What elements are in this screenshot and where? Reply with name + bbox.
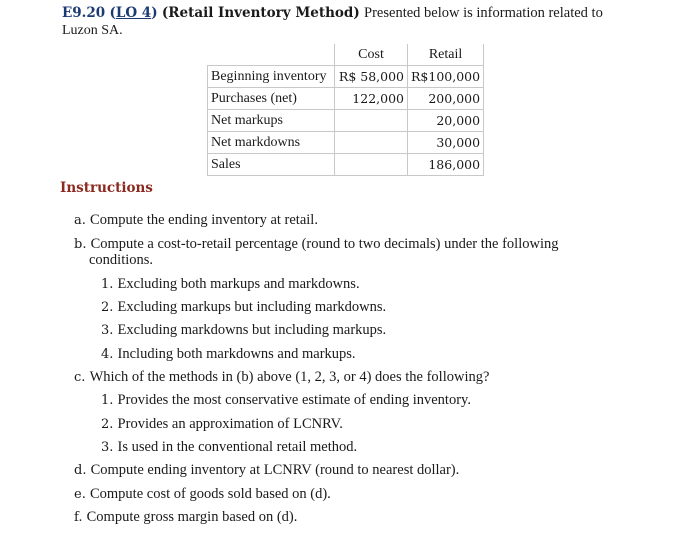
row-label: Sales <box>208 154 335 176</box>
instruction-c-2 <box>101 416 343 433</box>
exercise-intro: Presented below is information related to <box>364 5 603 21</box>
exercise-topic: (Retail Inventory Method) <box>161 5 360 21</box>
instruction-text: Provides an approximation of LCNRV. <box>117 416 343 432</box>
instruction-a <box>74 212 318 229</box>
row-label: Beginning inventory <box>208 66 335 88</box>
instruction-marker: f. <box>74 510 83 525</box>
instruction-c <box>74 369 489 386</box>
instruction-marker: a. <box>74 213 86 228</box>
instruction-text: Compute the ending inventory at retail. <box>90 212 318 228</box>
table-row <box>208 154 484 176</box>
cost-value <box>335 110 408 132</box>
instruction-e <box>74 486 331 503</box>
exercise-code: E9.20 <box>62 5 106 21</box>
instruction-marker: 1. <box>101 277 114 292</box>
instruction-text: Including both markdowns and markups. <box>117 346 356 362</box>
instruction-marker: 2. <box>101 300 114 315</box>
instruction-marker: 1. <box>101 393 114 408</box>
exercise-header: E9.20 (LO 4) (Retail Inventory Method) Presented below is information related to Luzon SA. <box>62 5 662 39</box>
instruction-text: Excluding both markups and markdowns. <box>117 276 360 292</box>
instruction-text: Which of the methods in (b) above (1, 2, 3, or 4) does the following? <box>89 369 490 385</box>
instruction-text: Compute a cost-to-retail percentage (round to two decimals) under the following <box>90 236 559 252</box>
instruction-b <box>74 236 559 253</box>
cost-value: 122,000 <box>335 88 408 110</box>
column-header-cost: Cost <box>335 44 408 66</box>
instruction-marker: d. <box>74 463 87 478</box>
instruction-b-3 <box>101 322 386 339</box>
row-label: Purchases (net) <box>208 88 335 110</box>
instruction-c-1 <box>101 392 471 409</box>
cost-value <box>335 132 408 154</box>
instructions-heading: Instructions <box>60 180 153 196</box>
instruction-marker: 2. <box>101 417 114 432</box>
instruction-b-4 <box>101 346 356 363</box>
table-header-row <box>208 44 484 66</box>
instruction-text: Excluding markdowns but including markups. <box>117 322 387 338</box>
learning-objective-link[interactable]: LO 4 <box>115 5 152 21</box>
table-row <box>208 132 484 154</box>
table-row <box>208 110 484 132</box>
instruction-text: Compute cost of goods sold based on (d). <box>89 486 331 502</box>
inventory-data-table <box>207 44 484 176</box>
instruction-marker: 3. <box>101 440 114 455</box>
cost-value: R$ 58,000 <box>335 66 408 88</box>
instruction-marker: e. <box>74 487 86 502</box>
instruction-b-1 <box>101 276 360 293</box>
instruction-f <box>74 509 297 526</box>
instruction-text: Compute ending inventory at LCNRV (round to nearest dollar). <box>90 462 460 478</box>
instruction-c-3 <box>101 439 357 456</box>
instruction-text: Excluding markups but including markdowns. <box>117 299 387 315</box>
retail-value: R$100,000 <box>408 66 484 88</box>
retail-value: 30,000 <box>408 132 484 154</box>
instruction-marker: 4. <box>101 347 114 362</box>
instruction-b-2 <box>101 299 386 316</box>
instruction-text: conditions. <box>89 252 154 268</box>
table-row <box>208 66 484 88</box>
instruction-marker: b. <box>74 237 87 252</box>
retail-value: 186,000 <box>408 154 484 176</box>
cost-value <box>335 154 408 176</box>
instruction-text: Compute gross margin based on (d). <box>86 509 298 525</box>
row-label: Net markups <box>208 110 335 132</box>
column-header-retail: Retail <box>408 44 484 66</box>
instruction-text: Is used in the conventional retail method. <box>117 439 358 455</box>
instruction-text: Provides the most conservative estimate of ending inventory. <box>117 392 471 408</box>
instruction-marker: 3. <box>101 323 114 338</box>
retail-value: 20,000 <box>408 110 484 132</box>
instruction-d <box>74 462 459 479</box>
instruction-marker: c. <box>74 370 86 385</box>
instruction-b-continued <box>89 252 153 269</box>
exercise-intro-line2: Luzon SA. <box>62 23 123 38</box>
table-row <box>208 88 484 110</box>
retail-value: 200,000 <box>408 88 484 110</box>
row-label: Net markdowns <box>208 132 335 154</box>
